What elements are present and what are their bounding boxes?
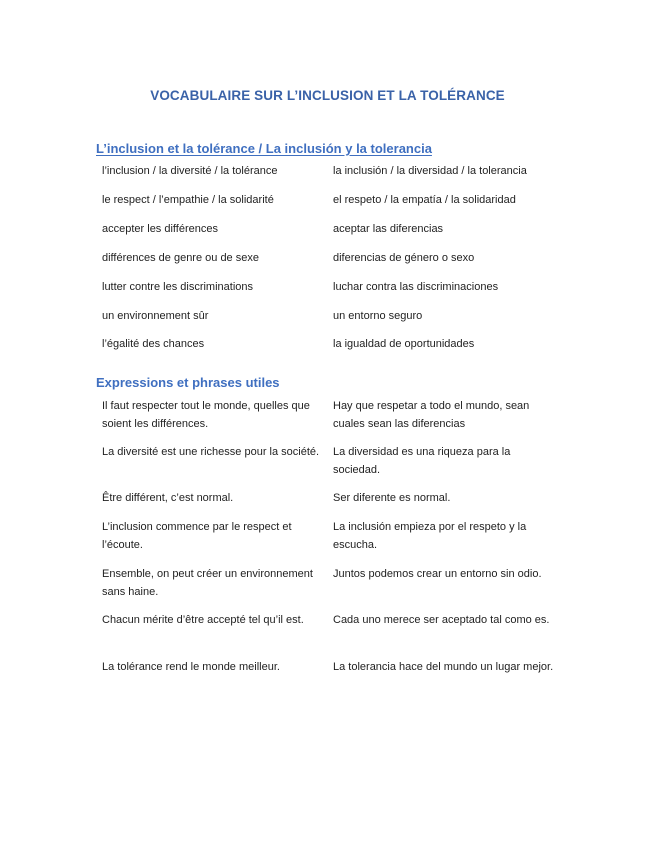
spanish-term: un entorno seguro: [333, 310, 423, 322]
french-phrase: La diversité est une richesse pour la société.: [102, 446, 320, 458]
spanish-term: el respeto / la empatía / la solidaridad: [333, 194, 516, 206]
section-heading-expressions: Expressions et phrases utiles: [96, 375, 280, 390]
french-term: différences de genre ou de sexe: [102, 252, 259, 264]
spanish-phrase: La tolerancia hace del mundo un lugar mejor.: [333, 661, 554, 673]
spanish-phrase: Hay que respetar a todo el mundo, sean cuales sean las diferencias: [333, 400, 530, 430]
french-phrase: L’inclusion commence par le respect et l’écoute.: [102, 521, 292, 551]
spanish-term: la igualdad de oportunidades: [333, 338, 475, 350]
spanish-term: aceptar las diferencias: [333, 223, 444, 235]
spanish-phrase: Ser diferente es normal.: [333, 492, 451, 504]
french-term: lutter contre les discriminations: [102, 281, 254, 293]
french-term: l’égalité des chances: [102, 338, 205, 350]
spanish-phrase: Cada uno merece ser aceptado tal como es.: [333, 614, 550, 626]
french-term: le respect / l’empathie / la solidarité: [102, 194, 274, 206]
section-heading-vocabulary: L’inclusion et la tolérance / La inclusión y la tolerancia: [96, 141, 432, 156]
spanish-term: luchar contra las discriminaciones: [333, 281, 499, 293]
french-phrase: Chacun mérite d’être accepté tel qu’il est.: [102, 614, 304, 626]
french-phrase: Il faut respecter tout le monde, quelles que soient les différences.: [102, 400, 310, 430]
french-phrase: Être différent, c’est normal.: [102, 492, 234, 504]
french-term: l’inclusion / la diversité / la tolérance: [102, 165, 278, 177]
spanish-phrase: La inclusión empieza por el respeto y la escucha.: [333, 521, 527, 551]
french-term: accepter les différences: [102, 223, 218, 235]
spanish-term: la inclusión / la diversidad / la tolerancia: [333, 165, 527, 177]
french-phrase: La tolérance rend le monde meilleur.: [102, 661, 280, 673]
spanish-term: diferencias de género o sexo: [333, 252, 475, 264]
spanish-phrase: La diversidad es una riqueza para la sociedad.: [333, 446, 511, 476]
document-title: VOCABULAIRE SUR L’INCLUSION ET LA TOLÉRANCE: [150, 88, 505, 103]
spanish-phrase: Juntos podemos crear un entorno sin odio.: [333, 568, 542, 580]
french-term: un environnement sûr: [102, 310, 209, 322]
french-phrase: Ensemble, on peut créer un environnement sans haine.: [102, 568, 313, 598]
